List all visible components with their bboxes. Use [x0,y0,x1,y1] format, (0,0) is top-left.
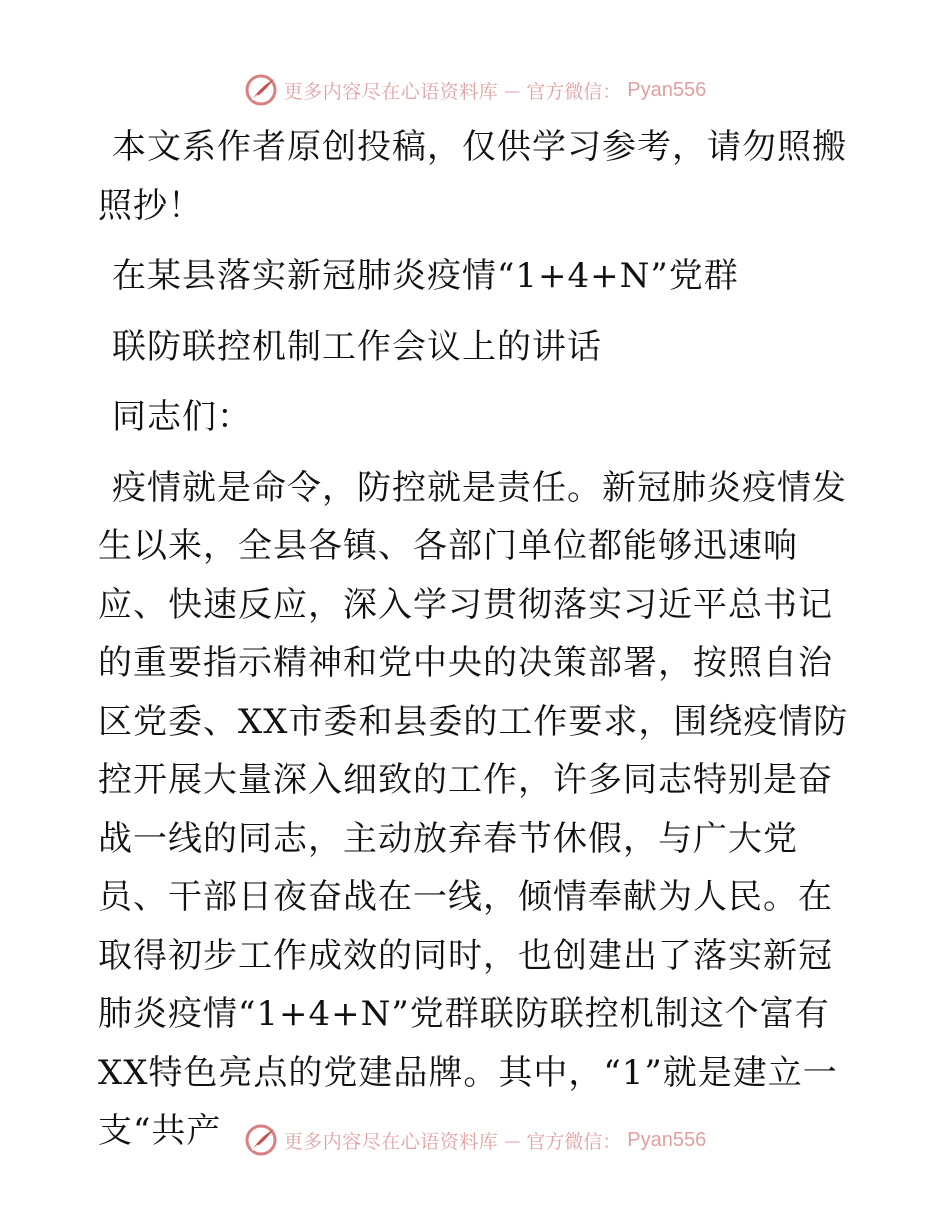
watermark-separator: — [504,1130,521,1150]
footer-watermark [0,1120,950,1160]
watermark-wechat-id: Pyan556 [627,1128,707,1151]
title-line-2: 联防联控机制工作会议上的讲话 [112,326,602,367]
watermark-wechat-label: 官方微信： [526,80,622,103]
document-body [98,118,858,1161]
header-watermark [0,70,950,110]
feather-pen-circle-icon [244,73,278,107]
title-line-1: 在某县落实新冠肺炎疫情“1+4+N”党群 [112,256,739,296]
body-paragraph: 疫情就是命令，防控就是责任。新冠肺炎疫情发生以来，全县各镇、各部门单位都能够迅速响应、快速反应，深入学习贯彻落实习近平总书记的重要指示精神和党中央的决策部署，按照自治区党委、XX市委和县委的工作要求，围绕疫情防控开展大量深入细致的工作，许多同志特别是奋战一线的同志，主动放弃春节休假，与广大党员、干部日夜奋战在一线，倾情奉献为人民。在取得初步工作成效的同时，也创建出了落实新冠肺炎疫情“1+4+N”党群联防联控机制这个富有XX特色亮点的党建品牌。其中，“1”就是建立一支“共产 [98,467,849,1151]
salutation: 同志们： [112,397,252,437]
watermark-wechat-id: Pyan556 [627,78,707,101]
disclaimer-text: 本文系作者原创投稿，仅供学习参考，请勿照搬照抄！ [98,127,847,226]
feather-pen-circle-icon [244,1123,278,1157]
watermark-text: 更多内容尽在心语资料库 [283,1130,499,1153]
watermark-wechat-label: 官方微信： [526,1130,622,1153]
watermark-text: 更多内容尽在心语资料库 [283,80,499,103]
watermark-separator: — [504,80,521,100]
